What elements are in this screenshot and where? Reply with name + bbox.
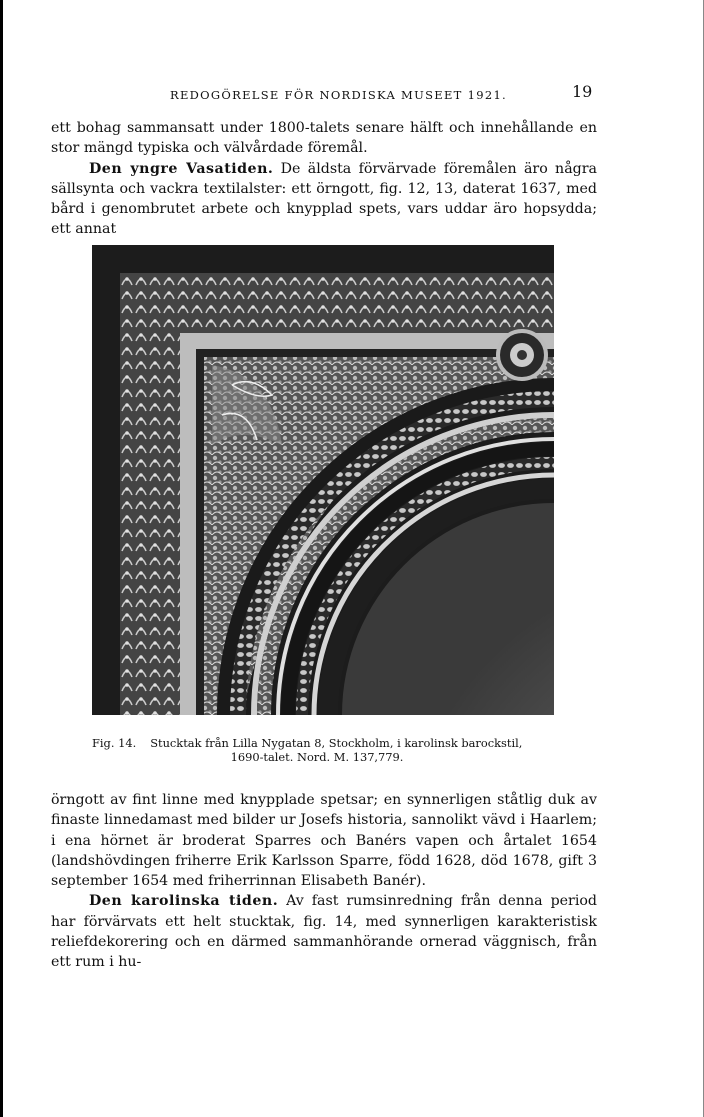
paragraph-1-text: ett bohag sammansatt under 1800-talets senare hälft och innehållande en stor mängd typiska och välvårdade föremål. [51, 120, 597, 157]
caption-text-1: Stucktak från Lilla Nygatan 8, Stockholm, i karolinsk barockstil, [150, 736, 523, 750]
section-lead-karolinska: Den karolinska tiden. [89, 893, 279, 910]
running-title: REDOGÖRELSE FÖR NORDISKA MUSEET 1921. [170, 88, 508, 102]
figure-14-photo [92, 245, 554, 715]
text-block-bottom [51, 790, 597, 973]
paragraph-4 [51, 891, 597, 972]
paragraph-1 [51, 118, 597, 159]
page-number: 19 [572, 82, 593, 101]
caption-line-1 [92, 736, 572, 750]
stucco-ceiling-illustration [92, 245, 554, 715]
paragraph-2-text: De äldsta förvärvade föremålen äro några sällsynta och vackra textilalster: ett örngott, fig. 12, 13, daterat 1637, med bård i genombrutet arbete och knypplad spets, vars uddar äro hopsydda; ett annat [51, 160, 597, 238]
paragraph-3-text: örngott av fint linne med knypplade spetsar; en synnerligen ståtlig duk av finaste linnedamast med bilder ur Josefs historia, sannolikt vävd i Haarlem; i ena hörnet är broderat Sparres och Banérs vapen och årtalet 1654 (landshövdingen friherre Erik Karlsson Sparre, född 1628, död 1678, gift 3 september 1654 med friherrinnan Elisabeth Banér). [51, 792, 597, 890]
section-lead-vasatiden: Den yngre Vasatiden. [89, 160, 274, 177]
paragraph-4-text: Av fast rumsinredning från denna period har förvärvats ett helt stucktak, fig. 14, med synnerligen karakteristisk reliefdekorering och en därmed sammanhörande ornerad väggnisch, från ett rum i hu- [51, 893, 598, 971]
text-block-top [51, 118, 597, 240]
paragraph-2 [51, 159, 597, 240]
figure-caption [92, 736, 572, 764]
scan-edge-left [0, 0, 3, 1117]
figure-label: Fig. 14. [92, 736, 137, 750]
paragraph-3 [51, 790, 597, 891]
caption-line-2: 1690-talet. Nord. M. 137,779. [230, 750, 404, 764]
